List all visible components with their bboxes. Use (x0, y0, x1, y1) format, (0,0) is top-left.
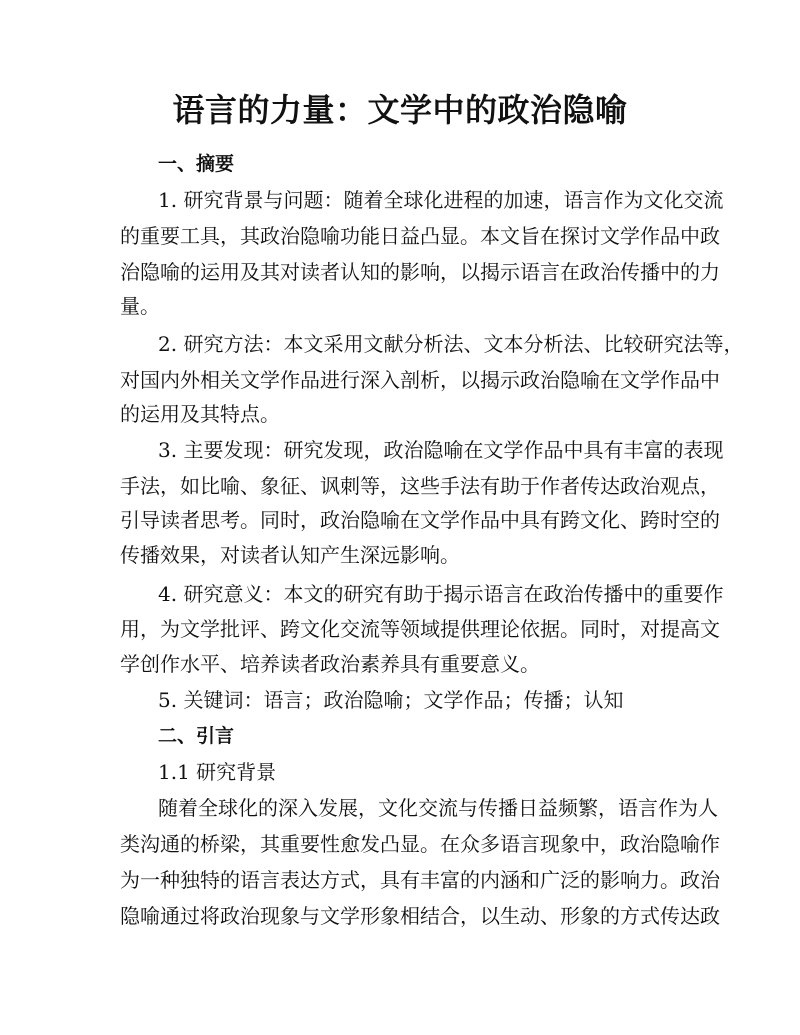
subsection-heading: 1.1 研究背景 (158, 760, 277, 784)
paragraph-line: 3. 主要发现：研究发现，政治隐喻在文学作品中具有丰富的表现 (158, 438, 724, 462)
paragraph-line: 类沟通的桥梁，其重要性愈发凸显。在众多语言现象中，政治隐喻作 (120, 832, 720, 856)
paragraph-line: 2. 研究方法：本文采用文献分析法、文本分析法、比较研究法等， (158, 332, 744, 356)
paragraph-line: 手法，如比喻、象征、讽刺等，这些手法有助于作者传达政治观点， (120, 474, 720, 498)
paragraph-line: 学创作水平、培养读者政治素养具有重要意义。 (120, 652, 540, 676)
paragraph-line: 的重要工具，其政治隐喻功能日益凸显。本文旨在探讨文学作品中政 (120, 224, 720, 248)
paragraph-line: 量。 (120, 294, 160, 318)
paragraph-line: 引导读者思考。同时，政治隐喻在文学作品中具有跨文化、跨时空的 (120, 508, 720, 532)
keywords-line: 5. 关键词：语言；政治隐喻；文学作品；传播；认知 (158, 688, 624, 712)
paragraph-line: 的运用及其特点。 (120, 402, 280, 426)
paragraph-line: 对国内外相关文学作品进行深入剖析，以揭示政治隐喻在文学作品中 (120, 368, 720, 392)
paragraph-line: 隐喻通过将政治现象与文学形象相结合，以生动、形象的方式传达政 (120, 904, 720, 928)
paragraph-line: 为一种独特的语言表达方式，具有丰富的内涵和广泛的影响力。政治 (120, 868, 720, 892)
section-heading-introduction: 二、引言 (158, 725, 235, 747)
paragraph-line: 用，为文学批评、跨文化交流等领域提供理论依据。同时，对提高文 (120, 617, 720, 641)
document-title: 语言的力量：文学中的政治隐喻 (172, 91, 628, 129)
paragraph-line: 随着全球化的深入发展，文化交流与传播日益频繁，语言作为人 (158, 796, 718, 820)
paragraph-line: 1. 研究背景与问题：随着全球化进程的加速，语言作为文化交流 (158, 188, 724, 212)
paragraph-line: 治隐喻的运用及其对读者认知的影响，以揭示语言在政治传播中的力 (120, 260, 720, 284)
paragraph-line: 传播效果，对读者认知产生深远影响。 (120, 543, 460, 567)
paragraph-line: 4. 研究意义：本文的研究有助于揭示语言在政治传播中的重要作 (158, 582, 724, 606)
section-heading-abstract: 一、摘要 (158, 153, 235, 175)
